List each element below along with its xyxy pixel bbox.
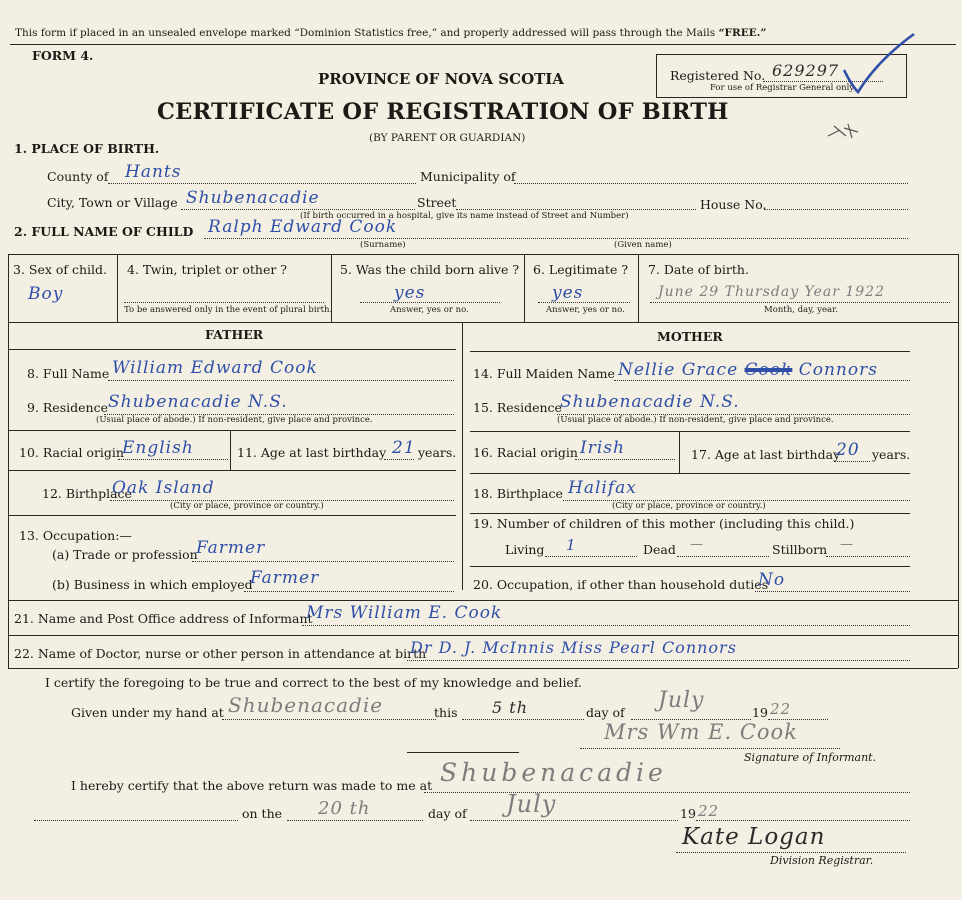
column-rule [117, 254, 118, 322]
father-racial-label: 10. Racial origin [19, 445, 124, 460]
father-racial-value: English [122, 438, 194, 458]
mother-age-label: 17. Age at last birthday [691, 447, 841, 462]
dead-value: — [690, 537, 704, 552]
father-age-line [384, 459, 414, 460]
day-of-label: day of [586, 705, 625, 720]
mother-birthplace-label: 18. Birthplace [473, 486, 563, 501]
registrar-year-prefix: 19 [680, 806, 696, 821]
pencil-mark-icon [826, 122, 862, 142]
mother-occupation-value: No [758, 570, 786, 590]
given-place-value: Shubenacadie [228, 693, 384, 717]
mother-racial-line [575, 459, 675, 460]
given-label: Given under my hand at [71, 705, 224, 720]
county-line [108, 183, 416, 184]
informant-line [302, 625, 910, 626]
given-name-note: (Given name) [614, 240, 672, 250]
frame-right [958, 254, 959, 668]
row-rule [8, 635, 958, 636]
registrar-month-value: July [506, 790, 557, 818]
doctor-value: Dr D. J. McInnis Miss Pearl Connors [410, 638, 737, 657]
father-name-value: William Edward Cook [112, 358, 318, 378]
father-age-value: 21 [392, 438, 416, 458]
mother-name-surname: Connors [798, 360, 878, 380]
father-name-label: 8. Full Name [27, 366, 110, 381]
mother-name-given: Nellie Grace [618, 360, 739, 380]
mother-occupation-line [755, 591, 910, 592]
mother-racial-value: Irish [580, 438, 625, 458]
child-name-line [204, 238, 908, 239]
stillborn-label: Stillborn [772, 542, 828, 557]
sex-label: 3. Sex of child. [13, 262, 108, 277]
signature-line [580, 748, 840, 749]
registrar-signature-label: Division Registrar. [770, 854, 874, 867]
dead-label: Dead [643, 542, 676, 557]
father-birthplace-note: (City or place, province or country.) [170, 501, 324, 511]
mother-residence-value: Shubenacadie N.S. [560, 392, 740, 412]
informant-value: Mrs William E. Cook [306, 603, 503, 623]
date-of-birth-label: 7. Date of birth. [648, 262, 749, 277]
row-rule [8, 668, 958, 669]
date-of-birth-value: June 29 Thursday Year 1922 [658, 284, 885, 300]
mother-birthplace-value: Halifax [568, 478, 637, 498]
on-the-label: on the [242, 806, 283, 821]
dead-line [677, 556, 769, 557]
father-business-value: Farmer [250, 568, 320, 588]
row-rule [470, 566, 910, 567]
house-number-label: House No. [700, 197, 767, 212]
born-alive-label: 5. Was the child born alive ? [340, 262, 520, 277]
stillborn-line [826, 556, 910, 557]
father-residence-note: (Usual place of abode.) If non-resident, give place and province. [96, 415, 373, 425]
legitimate-value: yes [552, 283, 584, 303]
section-divider [407, 752, 519, 753]
mother-name-value [618, 362, 878, 379]
mail-notice-text: This form if placed in an unsealed envelope marked “Dominion Statistics free,” and properly addressed will pass through the Mails [15, 27, 716, 39]
father-name-line [108, 380, 454, 381]
mail-notice-free: “FREE.” [718, 27, 767, 39]
mother-racial-label: 16. Racial origin [473, 445, 578, 460]
registrar-signature: Kate Logan [682, 824, 826, 850]
mother-name-struck: Cook [744, 360, 793, 380]
registrar-place-value: Shubenacadie [440, 758, 667, 787]
city-line [181, 209, 415, 210]
row-rule [470, 431, 910, 432]
row-rule [8, 254, 958, 255]
row-rule [8, 349, 456, 350]
registrar-month-line [470, 820, 678, 821]
father-trade-label: (a) Trade or profession [52, 547, 198, 562]
born-alive-value: yes [394, 283, 426, 303]
date-of-birth-line [650, 302, 950, 303]
father-trade-line [192, 561, 454, 562]
sex-value: Boy [28, 284, 64, 304]
mother-residence-note: (Usual place of abode.) If non-resident, give place and province. [557, 415, 834, 425]
row-rule [470, 351, 910, 352]
frame-left [8, 254, 9, 668]
child-name-value: Ralph Edward Cook [208, 217, 398, 237]
father-trade-value: Farmer [196, 538, 266, 558]
registrar-year-line [696, 820, 910, 821]
row-rule [8, 430, 456, 431]
row-rule [8, 600, 958, 601]
city-label: City, Town or Village [47, 195, 178, 210]
mother-name-line [614, 380, 910, 381]
year-prefix: 19 [752, 705, 768, 720]
header-divider [10, 44, 956, 45]
column-rule [230, 430, 231, 470]
column-rule [679, 431, 680, 473]
registrar-year-value: 22 [698, 802, 720, 820]
street-label: Street [417, 195, 457, 210]
father-racial-line [118, 459, 228, 460]
surname-note: (Surname) [360, 240, 406, 250]
informant-label: 21. Name and Post Office address of Informant [14, 611, 313, 626]
registrar-place-line [424, 792, 910, 793]
living-line [545, 556, 637, 557]
father-heading: FATHER [205, 327, 264, 342]
twin-label: 4. Twin, triplet or other ? [127, 262, 287, 277]
certification-text: I certify the foregoing to be true and correct to the best of my knowledge and belief. [45, 675, 582, 690]
parents-divider [462, 322, 463, 590]
legitimate-label: 6. Legitimate ? [533, 262, 629, 277]
row-rule [470, 513, 910, 514]
mother-birthplace-note: (City or place, province or country.) [612, 501, 766, 511]
page-subtitle: (BY PARENT OR GUARDIAN) [369, 132, 526, 144]
registered-number-value: 629297 [772, 61, 840, 80]
child-name-label: 2. FULL NAME OF CHILD [14, 224, 194, 239]
date-of-birth-note: Month, day, year. [764, 305, 838, 315]
registrar-blank-line [34, 820, 238, 821]
registered-number-label: Registered No. [670, 68, 766, 83]
row-rule [470, 473, 910, 474]
twin-note: To be answered only in the event of plural birth. [124, 305, 333, 315]
registrar-day-line [287, 820, 423, 821]
born-alive-line [360, 302, 500, 303]
informant-signature-label: Signature of Informant. [744, 751, 877, 764]
father-age-label: 11. Age at last birthday [237, 445, 387, 460]
registrar-use-note: For use of Registrar General only [710, 83, 855, 93]
column-rule [524, 254, 525, 322]
registrar-signature-line [676, 852, 906, 853]
this-label: this [434, 705, 458, 720]
column-rule [638, 254, 639, 322]
given-day-line [462, 719, 584, 720]
mother-name-label: 14. Full Maiden Name [473, 366, 615, 381]
checkmark-icon [838, 30, 918, 98]
row-rule [8, 322, 958, 323]
registrar-certify-text: I hereby certify that the above return was made to me at [71, 778, 433, 793]
given-year-value: 22 [770, 700, 792, 718]
county-label: County of [47, 169, 109, 184]
page-title: CERTIFICATE OF REGISTRATION OF BIRTH [157, 99, 729, 125]
mother-age-value: 20 [836, 440, 860, 460]
living-value: 1 [566, 536, 577, 554]
given-day-value: 5 th [492, 698, 528, 717]
father-business-line [244, 591, 454, 592]
twin-line [124, 302, 324, 303]
father-occupation-label: 13. Occupation:— [19, 528, 132, 543]
place-of-birth-heading: 1. PLACE OF BIRTH. [14, 141, 160, 156]
born-alive-note: Answer, yes or no. [390, 305, 469, 315]
mother-heading: MOTHER [657, 329, 723, 344]
municipality-label: Municipality of [420, 169, 516, 184]
mother-years-label: years. [872, 447, 911, 462]
form-number: FORM 4. [32, 48, 94, 63]
municipality-line [514, 183, 908, 184]
informant-signature: Mrs Wm E. Cook [604, 720, 798, 744]
province-heading: PROVINCE OF NOVA SCOTIA [318, 70, 564, 88]
mother-occupation-label: 20. Occupation, if other than household duties [473, 577, 769, 592]
given-month-value: July [658, 688, 705, 713]
county-value: Hants [125, 162, 182, 182]
father-residence-value: Shubenacadie N.S. [108, 392, 288, 412]
father-years-label: years. [418, 445, 457, 460]
given-place-line [222, 719, 436, 720]
hospital-note: (If birth occurred in a hospital, give its name instead of Street and Number) [300, 211, 629, 221]
mother-age-line [834, 461, 870, 462]
doctor-label: 22. Name of Doctor, nurse or other person in attendance at birth [14, 646, 427, 661]
stillborn-value: — [840, 537, 854, 552]
legitimate-line [538, 302, 630, 303]
city-value: Shubenacadie [186, 188, 320, 208]
father-birthplace-label: 12. Birthplace [42, 486, 132, 501]
legitimate-note: Answer, yes or no. [546, 305, 625, 315]
doctor-line [407, 660, 910, 661]
house-number-line [764, 209, 908, 210]
living-label: Living [505, 542, 545, 557]
father-residence-label: 9. Residence [27, 400, 108, 415]
father-business-label: (b) Business in which employed [52, 577, 253, 592]
row-rule [8, 515, 456, 516]
children-count-label: 19. Number of children of this mother (including this child.) [473, 516, 855, 531]
mother-residence-label: 15. Residence [473, 400, 562, 415]
registrar-day-of-label: day of [428, 806, 467, 821]
row-rule [8, 470, 456, 471]
mail-notice [15, 28, 766, 39]
registrar-day-value: 20 th [318, 798, 371, 819]
street-line [456, 209, 696, 210]
father-birthplace-value: Oak Island [112, 478, 215, 498]
